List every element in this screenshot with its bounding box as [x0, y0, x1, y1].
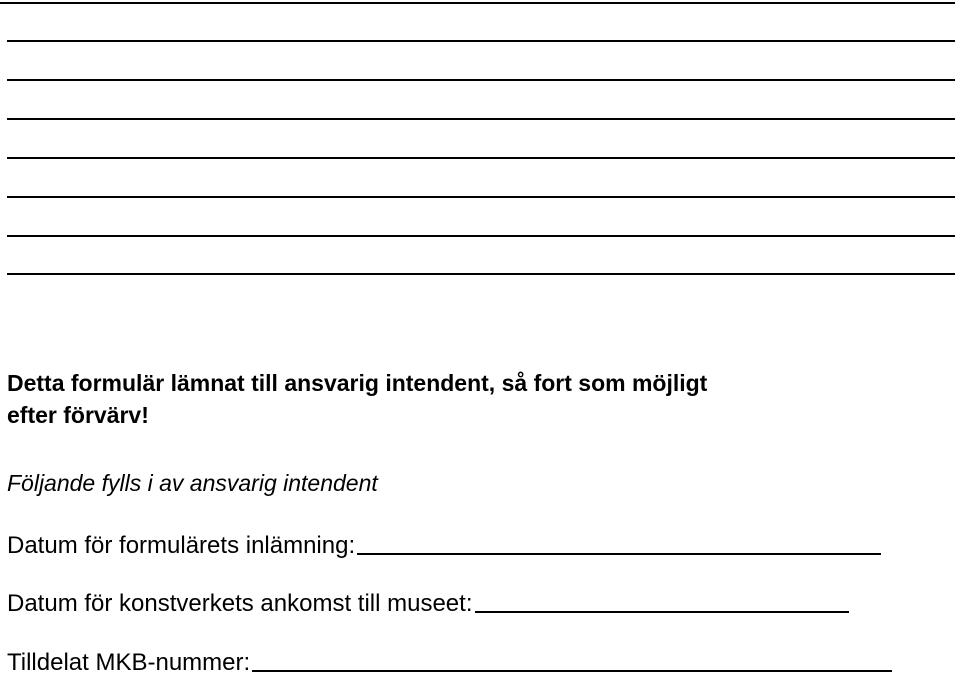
writing-line — [7, 79, 955, 81]
submission-date-input[interactable] — [357, 553, 881, 555]
submission-date-field — [7, 531, 881, 561]
writing-line — [7, 157, 955, 159]
arrival-date-label: Datum för konstverkets ankomst till museet: — [7, 590, 473, 617]
arrival-date-field — [7, 589, 849, 619]
mkb-number-label: Tilldelat MKB-nummer: — [7, 649, 251, 676]
writing-line — [7, 40, 955, 42]
curator-section-heading: Följande fylls i av ansvarig intendent — [7, 470, 378, 496]
writing-line — [7, 118, 955, 120]
submission-notice-line-1: Detta formulär lämnat till ansvarig intendent, så fort som möjligt — [7, 370, 708, 396]
submission-notice — [7, 367, 937, 431]
writing-line — [0, 2, 955, 4]
writing-line — [7, 235, 955, 237]
mkb-number-input[interactable] — [252, 670, 892, 672]
writing-line — [7, 273, 955, 275]
writing-line — [7, 196, 955, 198]
submission-notice-line-2: efter förvärv! — [7, 402, 149, 428]
arrival-date-input[interactable] — [475, 611, 849, 613]
submission-date-label: Datum för formulärets inlämning: — [7, 532, 356, 559]
mkb-number-field — [7, 648, 892, 678]
